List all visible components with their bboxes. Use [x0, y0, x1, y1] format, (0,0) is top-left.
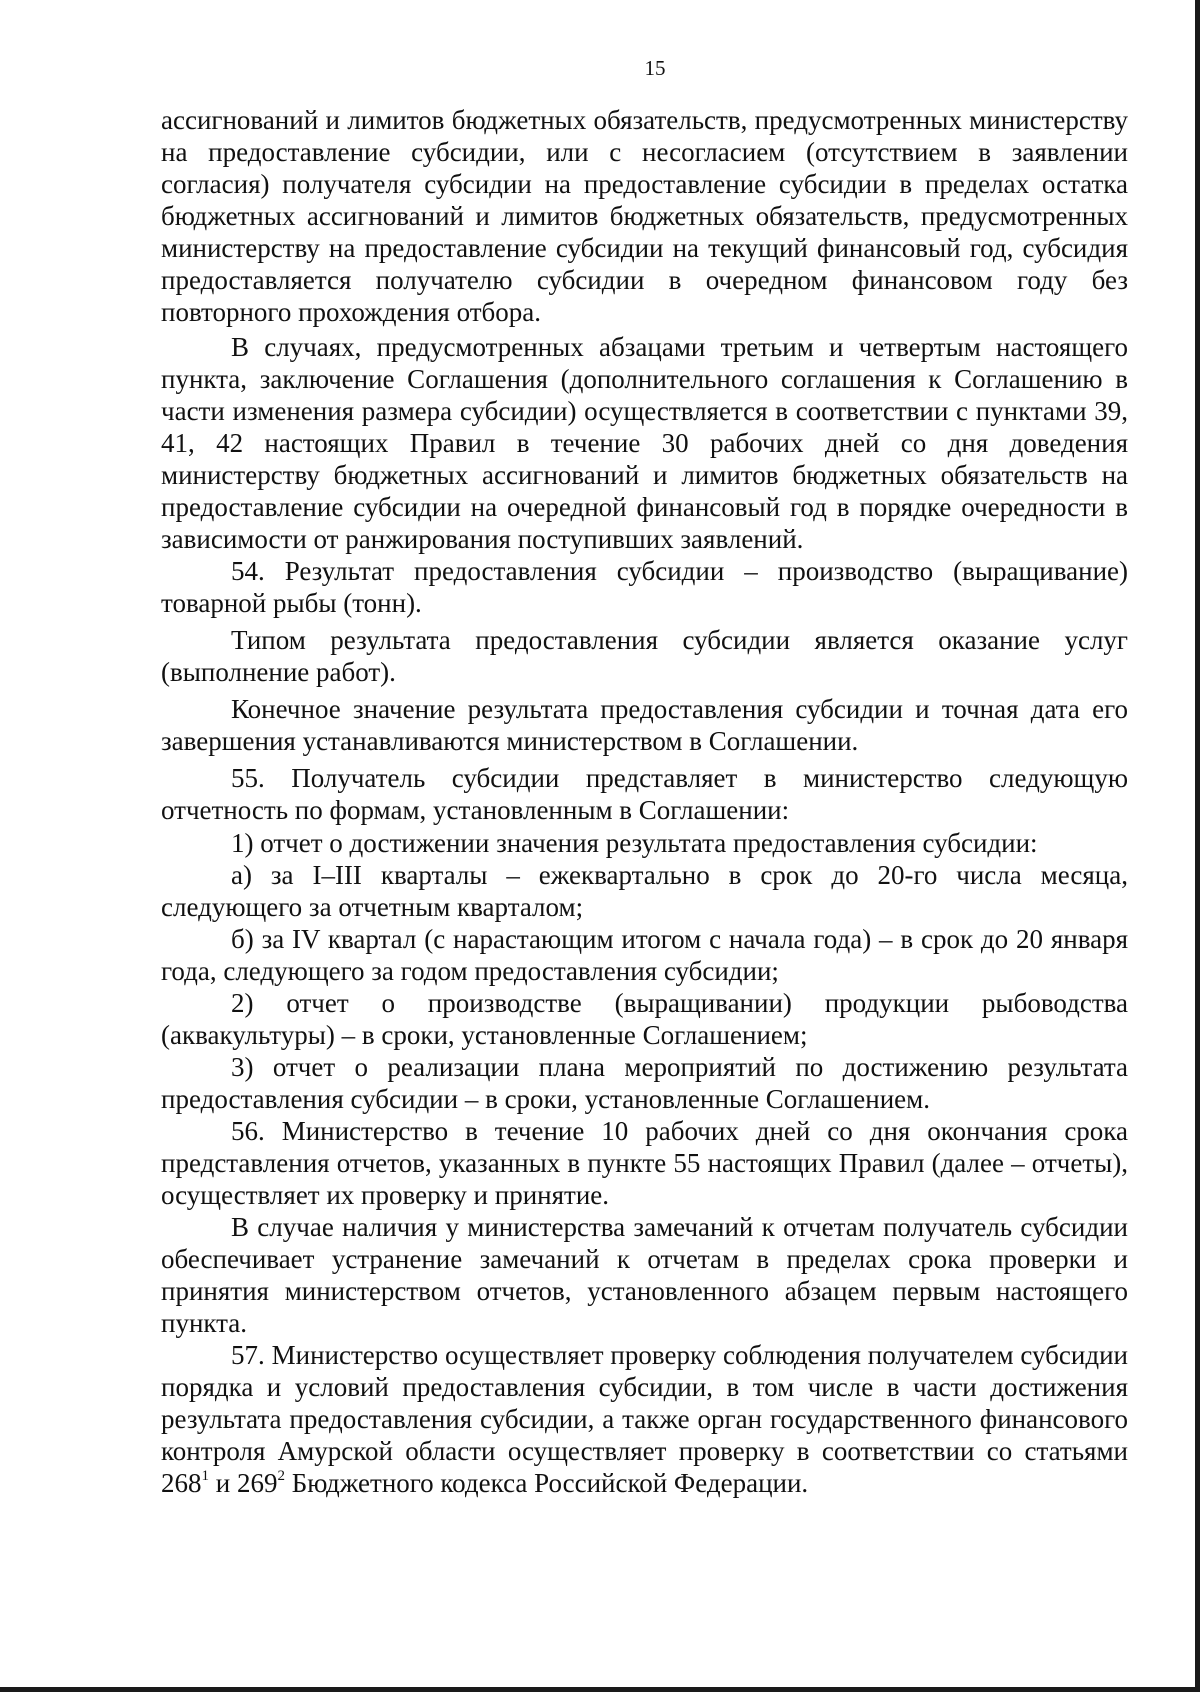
- paragraph-54-result: 54. Результат предоставления субсидии – производство (выращивание) товарной рыбы (тонн).: [161, 556, 1128, 618]
- superscript-article-2: 2: [277, 1468, 285, 1484]
- superscript-article-1: 1: [201, 1468, 209, 1484]
- paragraph-56-review: 56. Министерство в течение 10 рабочих дней со дня окончания срока представления отчетов, указанных в пункте 55 настоящих Правил (далее – отчеты), осуществляет их проверку и принятие.: [161, 1116, 1128, 1210]
- paragraph-continuation: ассигнований и лимитов бюджетных обязательств, предусмотренных министерству на предоставление субсидии, или с несогласием (отсутствием в заявлении согласия) получателя субсидии на предоставление субсидии в пределах остатка бюджетных ассигнований и лимитов бюджетных обязательств, предусмотренных министерству на предоставление субсидии на текущий финансовый год, субсидия предоставляется получателю субсидии в очередном финансовом году без повторного прохождения отбора.: [161, 105, 1128, 327]
- paragraph-57-text-3: Бюджетного кодекса Российской Федерации.: [284, 1468, 809, 1498]
- paragraph-cases: В случаях, предусмотренных абзацами третьим и четвертым настоящего пункта, заключение Соглашения (дополнительного соглашения к Соглашению в части изменения размера субсидии) осуществляется в соответствии с пунктами 39, 41, 42 настоящих Правил в течение 30 рабочих дней со дня доведения министерству бюджетных ассигнований и лимитов бюджетных обязательств на предоставление субсидии на очередной финансовый год в порядке очередности в зависимости от ранжирования поступивших заявлений.: [161, 332, 1128, 554]
- list-item-report-1: 1) отчет о достижении значения результата предоставления субсидии:: [231, 828, 1038, 858]
- list-item-report-1b: б) за IV квартал (с нарастающим итогом с начала года) – в срок до 20 января года, следующего за годом предоставления субсидии;: [161, 924, 1128, 986]
- paragraph-57-text-2: и 269: [209, 1468, 278, 1498]
- paragraph-final-value: Конечное значение результата предоставления субсидии и точная дата его завершения устанавливаются министерством в Соглашении.: [161, 694, 1128, 756]
- paragraph-57-text-1: 57. Министерство осуществляет проверку соблюдения получателем субсидии порядка и условий предоставления субсидии, в том числе в части достижения результата предоставления субсидии, а также орган государственного финансового контроля Амурской области осуществляет проверку в соответствии со статьями 268: [161, 1340, 1128, 1498]
- list-item-report-1a: а) за I–III кварталы – ежеквартально в срок до 20-го числа месяца, следующего за отчетным кварталом;: [161, 860, 1128, 922]
- paragraph-result-type: Типом результата предоставления субсидии является оказание услуг (выполнение работ).: [161, 625, 1128, 687]
- paragraph-57-control: [161, 1339, 1128, 1499]
- page-number: 15: [644, 56, 666, 80]
- scan-edge-bottom: [0, 1687, 1200, 1692]
- list-item-report-2: 2) отчет о производстве (выращивании) продукции рыбоводства (аквакультуры) – в сроки, установленные Соглашением;: [161, 988, 1128, 1050]
- document-body: [161, 104, 1128, 1499]
- scan-edge-right: [1195, 0, 1200, 1692]
- paragraph-remarks: В случае наличия у министерства замечаний к отчетам получатель субсидии обеспечивает устранение замечаний к отчетам в пределах срока проверки и принятия министерством отчетов, установленного абзацем первым настоящего пункта.: [161, 1212, 1128, 1338]
- list-item-report-3: 3) отчет о реализации плана мероприятий по достижению результата предоставления субсидии – в сроки, установленные Соглашением.: [161, 1052, 1128, 1114]
- paragraph-55-reporting: 55. Получатель субсидии представляет в министерство следующую отчетность по формам, установленным в Соглашении:: [161, 763, 1128, 825]
